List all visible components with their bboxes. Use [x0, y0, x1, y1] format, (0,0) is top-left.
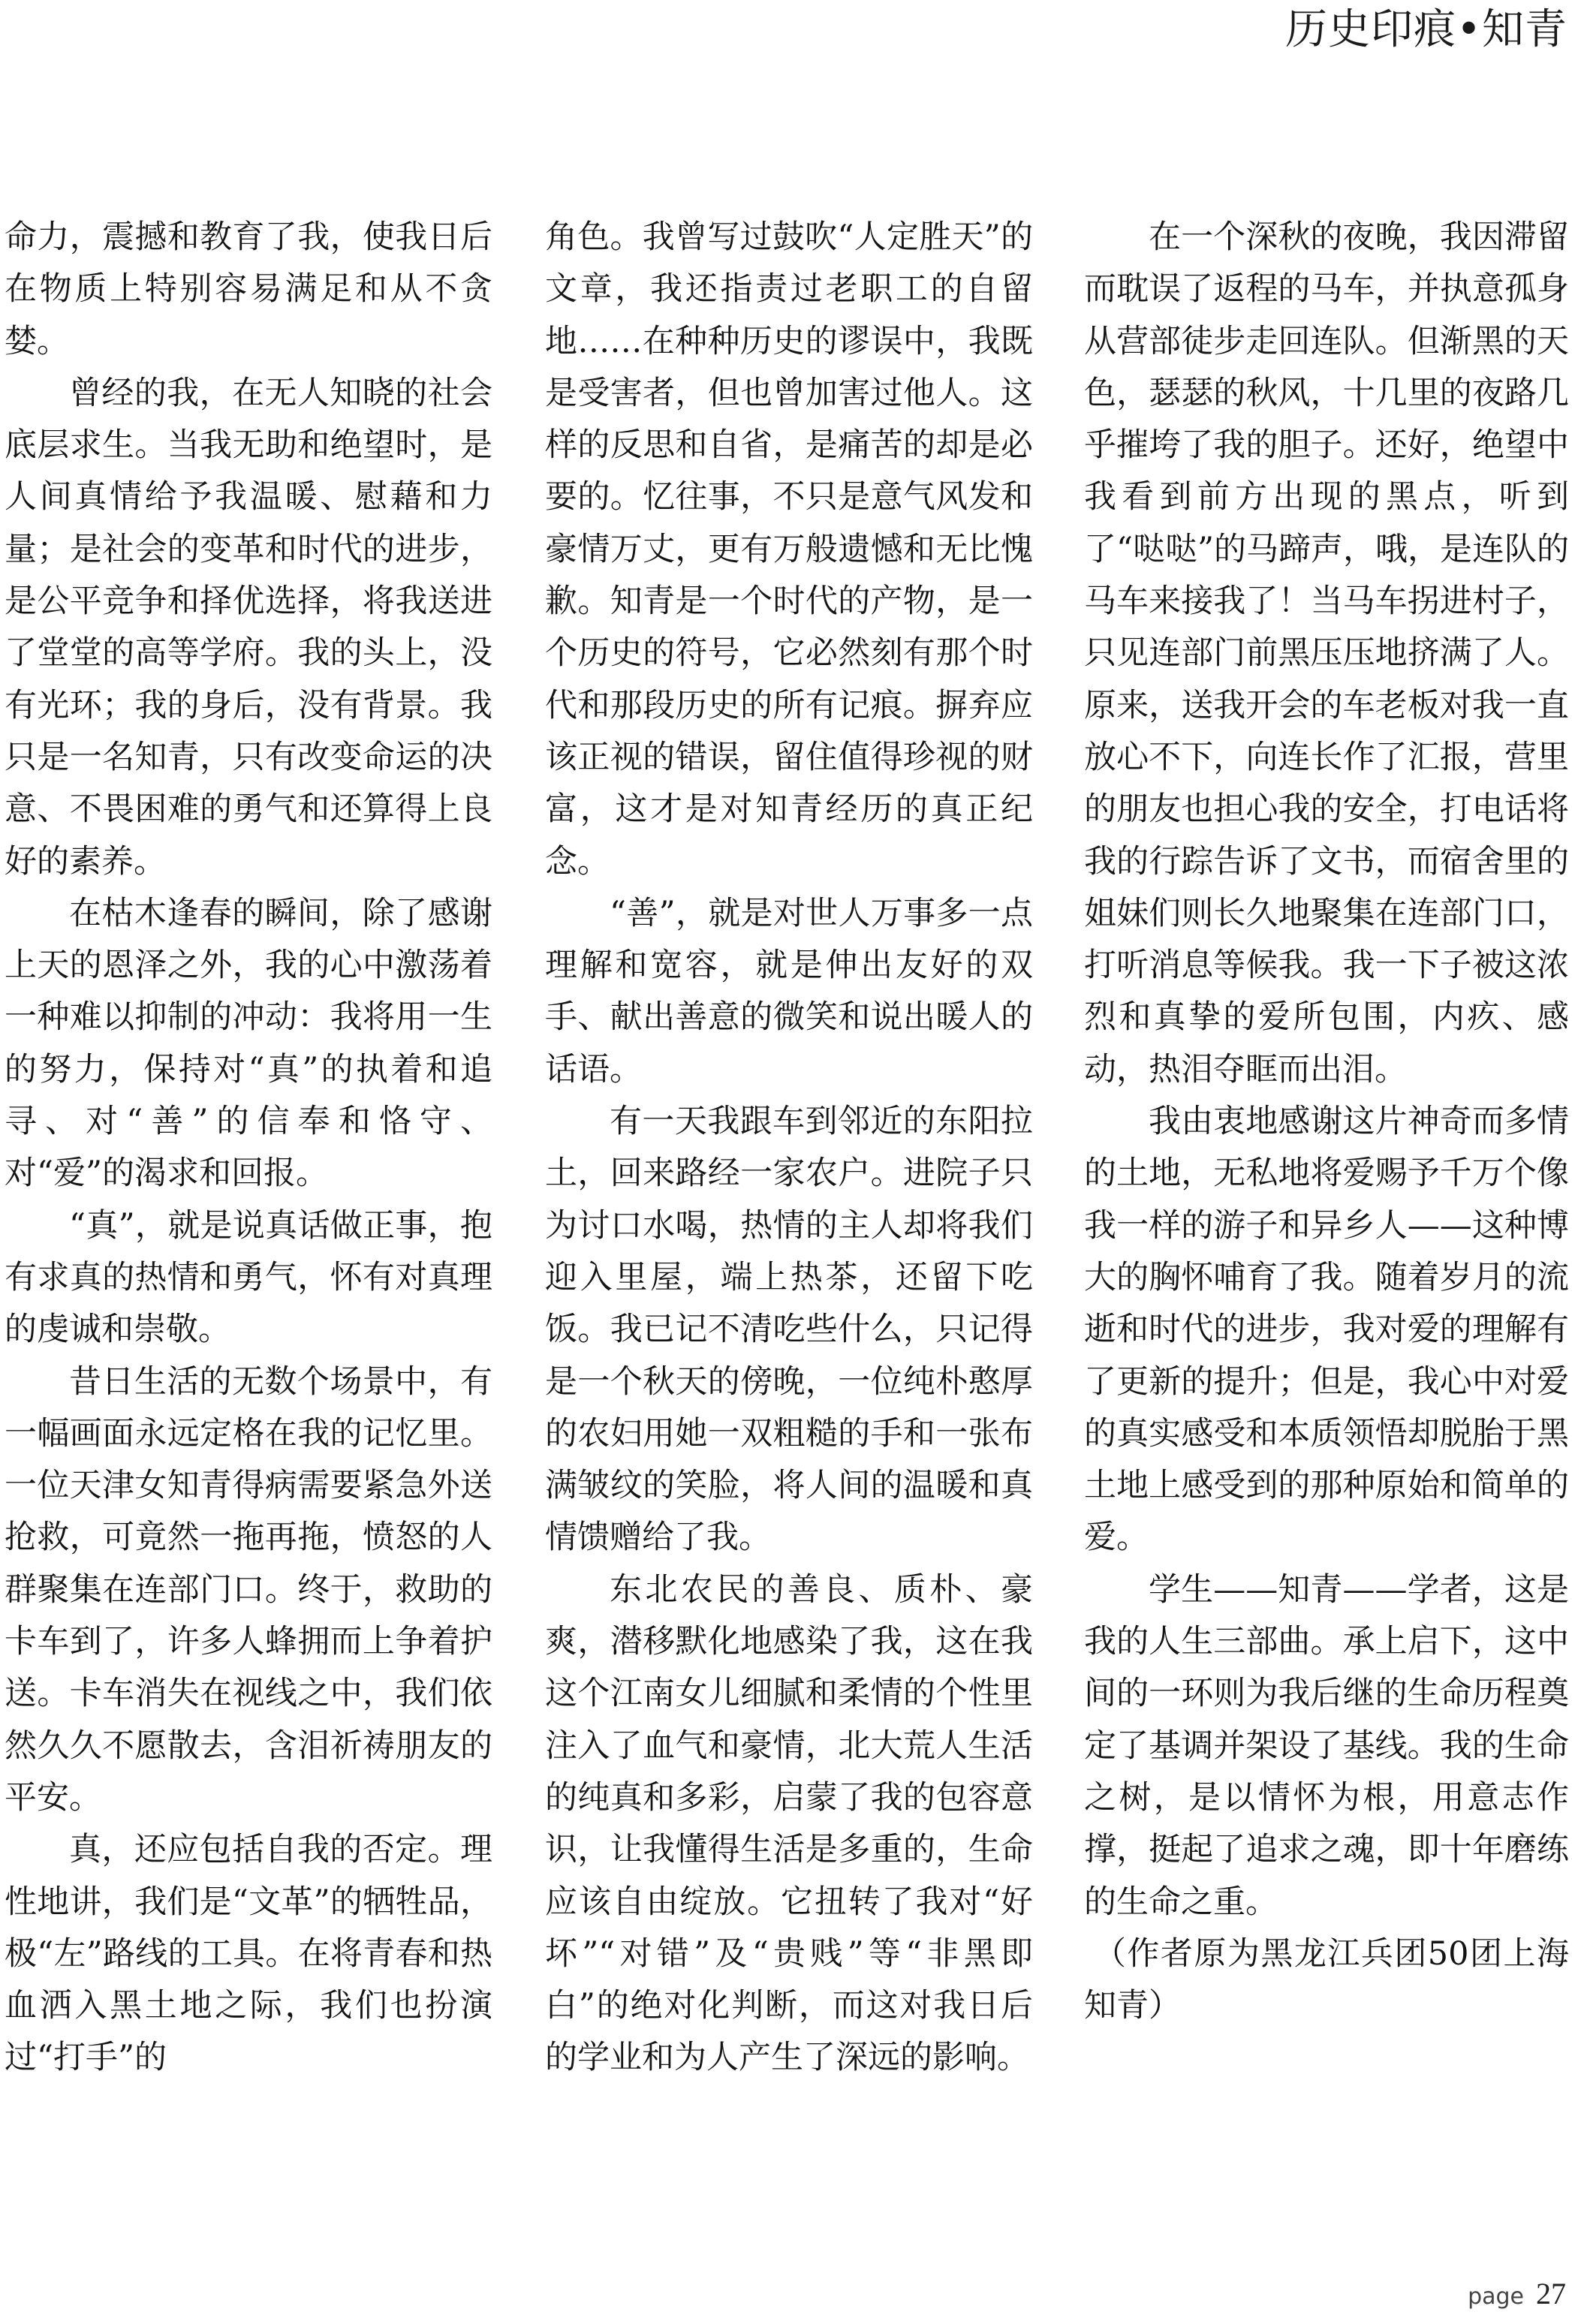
paragraph: 在一个深秋的夜晚，我因滞留而耽误了返程的马车，并执意孤身从营部徒步走回连队。但渐黑的天色，瑟瑟的秋风，十几里的夜路几乎摧垮了我的胆子。还好，绝望中我看到前方出现的黑点，听到了“哒哒”的马蹄声，哦，是连队的马车来接我了！当马车拐进村子，只见连部门前黑压压地挤满了人。原来，送我开会的车老板对我一直放心不下，向连长作了汇报，营里的朋友也担心我的安全，打电话将我的行踪告诉了文书，而宿舍里的姐妹们则长久地聚集在连部门口，打听消息等候我。我一下子被这浓烈和真挚的爱所包围，内疚、感动，热泪夺眶而出泪。	[1084, 218, 1569, 1088]
article-column-1	[5, 212, 492, 2085]
paragraph: “善”，就是对世人万事多一点理解和宽容，就是伸出友好的双手、献出善意的微笑和说出暖人的话语。	[545, 894, 1033, 1088]
paragraph: “真”，就是说真话做正事，抱有求真的热情和勇气，怀有对真理的虔诚和崇敬。	[5, 1206, 492, 1349]
paragraph: 有一天我跟车到邻近的东阳拉土，回来路经一家农户。进院子只为讨口水喝，热情的主人却将我们迎入里屋，端上热茶，还留下吃饭。我已记不清吃些什么，只记得是一个秋天的傍晚，一位纯朴憨厚的农妇用她一双粗糙的手和一张布满皱纹的笑脸，将人间的温暖和真情馈赠给了我。	[545, 1103, 1033, 1557]
article-column-3	[1084, 212, 1569, 2032]
article-column-2	[545, 212, 1033, 2085]
page-footer	[1468, 2276, 1566, 2311]
page-label: page	[1468, 2283, 1524, 2310]
paragraph: 昔日生活的无数个场景中，有一幅画面永远定格在我的记忆里。一位天津女知青得病需要紧急外送抢救，可竟然一拖再拖，愤怒的人群聚集在连部门口。终于，救助的卡车到了，许多人蜂拥而上争着护送。卡车消失在视线之中，我们依然久久不愿散去，含泪祈祷朋友的平安。	[5, 1362, 492, 1817]
page-number: 27	[1536, 2277, 1566, 2310]
paragraph: 角色。我曾写过鼓吹“人定胜天”的文章，我还指责过老职工的自留地……在种种历史的谬误中，我既是受害者，但也曾加害过他人。这样的反思和自省，是痛苦的却是必要的。忆往事，不只是意气风发和豪情万丈，更有万般遗憾和无比愧歉。知青是一个时代的产物，是一个历史的符号，它必然刻有那个时代和那段历史的所有记痕。摒弃应该正视的错误，留住值得珍视的财富，这才是对知青经历的真正纪念。	[545, 218, 1033, 881]
paragraph: 真，还应包括自我的否定。理性地讲，我们是“文革”的牺牲品，极“左”路线的工具。在将青春和热血洒入黑土地之际，我们也扮演过“打手”的	[5, 1831, 492, 2077]
author-note: （作者原为黑龙江兵团50团上海知青）	[1084, 1934, 1569, 2025]
paragraph: 曾经的我，在无人知晓的社会底层求生。当我无助和绝望时，是人间真情给予我温暖、慰藉和力量；是社会的变革和时代的进步，是公平竞争和择优选择，将我送进了堂堂的高等学府。我的头上，没有光环；我的身后，没有背景。我只是一名知青，只有改变命运的决意、不畏困难的勇气和还算得上良好的素养。	[5, 374, 492, 881]
paragraph: 东北农民的善良、质朴、豪爽，潜移默化地感染了我，这在我这个江南女儿细腻和柔情的个性里注入了血气和豪情，北大荒人生活的纯真和多彩，启蒙了我的包容意识，让我懂得生活是多重的，生命应该自由绽放。它扭转了我对“好坏”“对错”及“贵贱”等“非黑即白”的绝对化判断，而这对我日后的学业和为人产生了深远的影响。	[545, 1570, 1033, 2077]
paragraph: 命力，震撼和教育了我，使我日后在物质上特别容易满足和从不贪婪。	[5, 218, 492, 360]
paragraph: 我由衷地感谢这片神奇而多情的土地，无私地将爱赐予千万个像我一样的游子和异乡人——这种博大的胸怀哺育了我。随着岁月的流逝和时代的进步，我对爱的理解有了更新的提升；但是，我心中对爱的真实感受和本质领悟却脱胎于黑土地上感受到的那种原始和简单的爱。	[1084, 1103, 1569, 1557]
paragraph: 在枯木逢春的瞬间，除了感谢上天的恩泽之外，我的心中激荡着一种难以抑制的冲动：我将用一生的努力，保持对“真”的执着和追寻、对“善”的信奉和恪守、对“爱”的渴求和回报。	[5, 894, 492, 1193]
section-header: 历史印痕•知青	[1284, 5, 1567, 54]
paragraph: 学生——知青——学者，这是我的人生三部曲。承上启下，这中间的一环则为我后继的生命历程奠定了基调并架设了基线。我的生命之树，是以情怀为根，用意志作撑，挺起了追求之魂，即十年磨练的生命之重。	[1084, 1570, 1569, 1921]
